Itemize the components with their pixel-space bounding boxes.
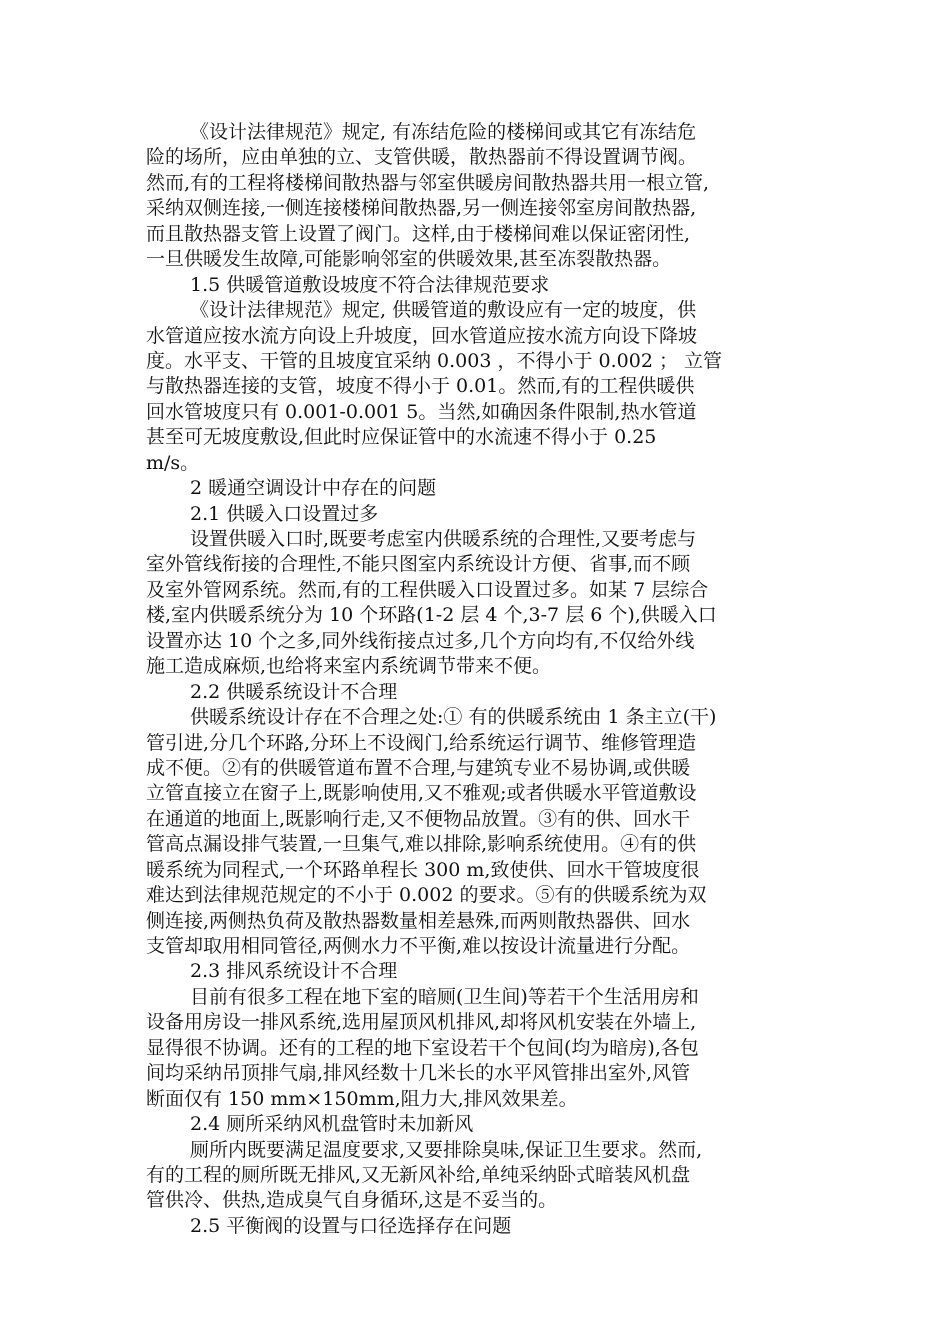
text-line: 2.4 厕所采纳风机盘管时未加新风	[190, 1113, 474, 1136]
text-line: 1.5 供暖管道敷设坡度不符合法律规范要求	[190, 273, 550, 296]
text-line: m/s。	[146, 451, 200, 474]
text-line: 断面仅有 150 mm×150mm,阻力大,排风效果差。	[146, 1087, 578, 1110]
text-line: 设置亦达 10 个之多,同外线衔接点过多,几个方向均有,不仅给外线	[146, 629, 695, 652]
text-line: 楼,室内供暖系统分为 10 个环路(1-2 层 4 个,3-7 层 6 个),供暖入口	[146, 604, 717, 627]
text-line: 一旦供暖发生故障,可能影响邻室的供暖效果,甚至冻裂散热器。	[146, 248, 672, 271]
text-line: 设置供暖入口时,既要考虑室内供暖系统的合理性,又要考虑与	[190, 528, 697, 550]
text-line: 与散热器连接的支管，坡度不得小于 0.01。然而,有的工程供暖供	[146, 375, 695, 398]
text-line: 厕所内既要满足温度要求,又要排除臭味,保证卫生要求。然而,	[190, 1138, 703, 1161]
text-line: 暖系统为同程式,一个环路单程长 300 m,致使供、回水干管坡度很	[146, 858, 700, 881]
text-line: 水管道应按水流方向设上升坡度，回水管道应按水流方向设下降坡	[146, 324, 698, 347]
text-line: 2.3 排风系统设计不合理	[190, 960, 398, 983]
text-line: 2 暖通空调设计中存在的问题	[190, 477, 437, 500]
text-line: 而且散热器支管上设置了阀门。这样,由于楼梯间难以保证密闭性,	[146, 222, 691, 245]
text-line: 及室外管网系统。然而,有的工程供暖入口设置过多。如某 7 层综合	[146, 578, 709, 601]
text-line: 2.5 平衡阀的设置与口径选择存在问题	[190, 1214, 512, 1237]
text-line: 回水管坡度只有 0.001-0.001 5。当然,如确因条件限制,热水管道	[146, 400, 697, 423]
text-line: 立管直接立在窗子上,既影响使用,又不雅观;或者供暖水平管道敷设	[146, 782, 697, 805]
text-line: 2.2 供暖系统设计不合理	[190, 680, 398, 703]
text-line: 管高点漏设排气装置,一旦集气,难以排除,影响系统使用。④有的供	[146, 833, 697, 856]
text-line: 2.1 供暖入口设置过多	[190, 502, 379, 525]
text-line: 供暖系统设计存在不合理之处:① 有的供暖系统由 1 条主立(干)	[190, 706, 717, 729]
text-line: 施工造成麻烦,也给将来室内系统调节带来不便。	[146, 655, 552, 678]
text-line: 管供冷、供热,造成臭气自身循环,这是不妥当的。	[146, 1189, 558, 1212]
text-line: 侧连接,两侧热负荷及散热器数量相差悬殊,而两则散热器供、回水	[146, 909, 691, 932]
text-line: 甚至可无坡度敷设,但此时应保证管中的水流速不得小于 0.25	[146, 426, 657, 449]
text-line: 室外管线衔接的合理性,不能只图室内系统设计方便、省事,而不顾	[146, 553, 691, 576]
text-line: 支管却取用相同管径,两侧水力不平衡,难以按设计流量进行分配。	[146, 935, 691, 957]
document-body	[146, 120, 806, 1239]
text-line: 成不便。②有的供暖管道布置不合理,与建筑专业不易协调,或供暖	[146, 756, 691, 779]
text-line: 然而,有的工程将楼梯间散热器与邻室供暖房间散热器共用一根立管,	[146, 171, 710, 194]
text-line: 在通道的地面上,既影响行走,又不便物品放置。③有的供、回水干	[146, 807, 691, 830]
text-line: 难达到法律规范规定的不小于 0.002 的要求。⑤有的供暖系统为双	[146, 884, 707, 907]
text-line: 有的工程的厕所既无排风,又无新风补给,单纯采纳卧式暗装风机盘	[146, 1163, 691, 1186]
text-line: 《设计法律规范》规定, 有冻结危险的楼梯间或其它有冻结危	[190, 121, 697, 143]
text-line: 间均采纳吊顶排气扇,排风经数十几米长的水平风管排出室外,风管	[146, 1062, 691, 1085]
text-line: 《设计法律规范》规定, 供暖管道的敷设应有一定的坡度，供	[190, 299, 697, 322]
text-line: 管引进,分几个环路,分环上不设阀门,给系统运行调节、维修管理造	[146, 731, 697, 754]
text-line: 设备用房设一排风系统,选用屋顶风机排风,却将风机安装在外墙上,	[146, 1011, 697, 1034]
text-line: 目前有很多工程在地下室的暗厕(卫生间)等若干个生活用房和	[190, 985, 699, 1008]
text-line: 显得很不协调。还有的工程的地下室设若干个包间(均为暗房),各包	[146, 1036, 699, 1059]
text-line: 度。水平支、干管的且坡度宜采纳 0.003 ，不得小于 0.002 ； 立管	[146, 349, 722, 372]
text-line: 采纳双侧连接,一侧连接楼梯间散热器,另一侧连接邻室房间散热器,	[146, 197, 697, 220]
text-line: 险的场所，应由单独的立、支管供暖，散热器前不得设置调节阀。	[146, 146, 698, 169]
